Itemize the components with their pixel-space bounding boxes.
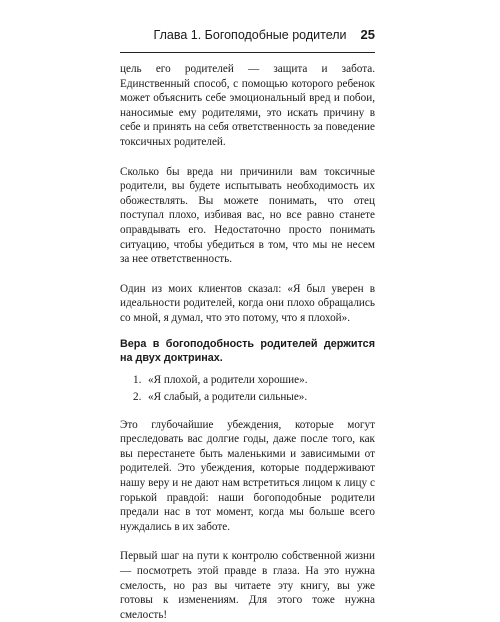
list-item-text: «Я плохой, а родители хорошие». (148, 373, 308, 386)
list-marker: 1. (133, 373, 142, 386)
list-item (133, 373, 375, 388)
list-marker: 2. (133, 390, 142, 403)
paragraph: Первый шаг на пути к контролю собственной жизни — посмотреть этой правде в глаза. На это нужна смелость, но раз вы читаете эту книгу, вы уже готовы к изменениям. Для этого тоже нужна смелость! (120, 550, 375, 621)
page-number: 25 (360, 27, 375, 42)
list-item-text: «Я слабый, а родители сильные». (148, 390, 308, 403)
list-item (133, 390, 375, 405)
paragraph: цель его родителей — защита и забота. Единственный способ, с помощью которого ребенок может объяснить себе эмоциональный вред и побои, наносимые ему родителями, это искать причину в себе и принять на себя ответственность за поведение токсичных родителей. (120, 63, 375, 148)
page-body (120, 62, 375, 622)
running-header (120, 24, 375, 53)
lead-heading: Вера в богоподобность родителей держится на двух доктринах. (120, 337, 375, 365)
doctrine-list (120, 373, 375, 405)
paragraph: Это глубочайшие убеждения, которые могут преследовать вас долгие годы, даже после того, как вы перестанете быть маленькими и зависимыми от родителей. Это убеждения, которые поддерживают нашу веру и не дают нам встретиться лицом к лицу с горькой правдой: наши богоподобные родители предали нас в тот момент, когда мы больше всего нуждались в их заботе. (120, 418, 375, 533)
chapter-title: Глава 1. Богоподобные родители (153, 28, 347, 42)
paragraph: Сколько бы вреда ни причинили вам токсичные родители, вы будете испытывать необходимость их обожествлять. Вы можете понимать, что отец поступал плохо, избивая вас, но все равно станете оправдывать его. Недостаточно просто понимать ситуацию, чтобы убедиться в том, что мы не несем за нее ответственность. (120, 165, 375, 266)
paragraph: Один из моих клиентов сказал: «Я был уверен в идеальности родителей, когда они плохо обращались со мной, я думал, что это потому, что я плохой». (120, 282, 375, 324)
